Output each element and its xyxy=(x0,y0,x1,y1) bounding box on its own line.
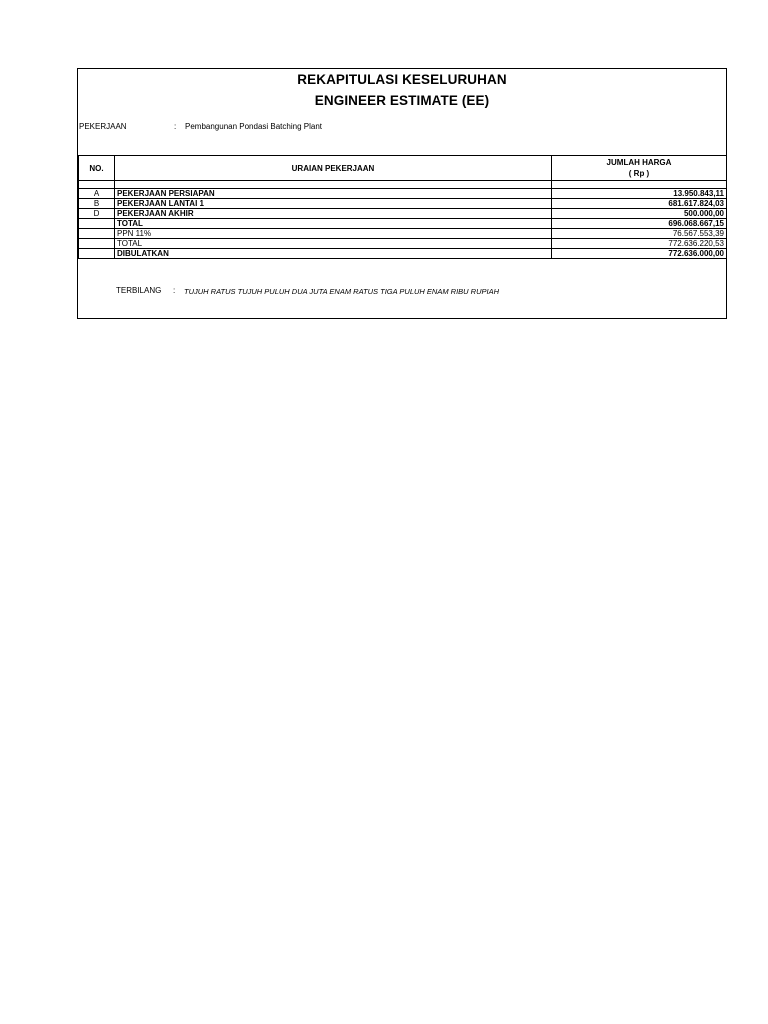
terbilang-colon: : xyxy=(173,286,176,295)
row-jumlah: 76.567.553,39 xyxy=(552,229,727,239)
row-uraian: TOTAL xyxy=(115,239,552,249)
table-row-grand-total xyxy=(79,239,727,249)
row-uraian: TOTAL xyxy=(115,219,552,229)
pekerjaan-label: PEKERJAAN xyxy=(79,122,127,131)
estimate-sheet xyxy=(77,68,727,319)
row-jumlah: 772.636.000,00 xyxy=(552,249,727,259)
table-row-rounded xyxy=(79,249,727,259)
header-jumlah-line1: JUMLAH HARGA xyxy=(606,158,672,167)
row-no: B xyxy=(79,199,115,209)
table-row xyxy=(79,209,727,219)
table-row-total xyxy=(79,219,727,229)
summary-table xyxy=(78,155,727,259)
header-uraian: URAIAN PEKERJAAN xyxy=(115,156,552,181)
pekerjaan-colon: : xyxy=(174,122,177,131)
row-uraian: PPN 11% xyxy=(115,229,552,239)
table-row xyxy=(79,189,727,199)
row-uraian: PEKERJAAN PERSIAPAN xyxy=(115,189,552,199)
pekerjaan-value: Pembangunan Pondasi Batching Plant xyxy=(185,122,322,131)
table-spacer-row xyxy=(79,181,727,189)
row-jumlah: 772.636.220,53 xyxy=(552,239,727,249)
row-no xyxy=(79,249,115,259)
terbilang-label: TERBILANG xyxy=(116,286,162,295)
row-jumlah: 500.000,00 xyxy=(552,209,727,219)
header-no: NO. xyxy=(79,156,115,181)
row-jumlah: 696.068.667,15 xyxy=(552,219,727,229)
row-uraian: DIBULATKAN xyxy=(115,249,552,259)
header-jumlah-line2: ( Rp ) xyxy=(628,169,650,178)
document-subtitle: ENGINEER ESTIMATE (EE) xyxy=(314,93,490,108)
row-no xyxy=(79,229,115,239)
row-uraian: PEKERJAAN AKHIR xyxy=(115,209,552,219)
row-no: D xyxy=(79,209,115,219)
table-header-row xyxy=(79,156,727,181)
row-no xyxy=(79,239,115,249)
row-no xyxy=(79,219,115,229)
row-jumlah: 681.617.824,03 xyxy=(552,199,727,209)
document-title: REKAPITULASI KESELURUHAN xyxy=(297,72,507,87)
row-jumlah: 13.950.843,11 xyxy=(552,189,727,199)
table-row-ppn xyxy=(79,229,727,239)
terbilang-value: TUJUH RATUS TUJUH PULUH DUA JUTA ENAM RATUS TIGA PULUH ENAM RIBU RUPIAH xyxy=(184,287,500,296)
table-row xyxy=(79,199,727,209)
row-uraian: PEKERJAAN LANTAI 1 xyxy=(115,199,552,209)
header-jumlah xyxy=(552,156,727,181)
row-no: A xyxy=(79,189,115,199)
